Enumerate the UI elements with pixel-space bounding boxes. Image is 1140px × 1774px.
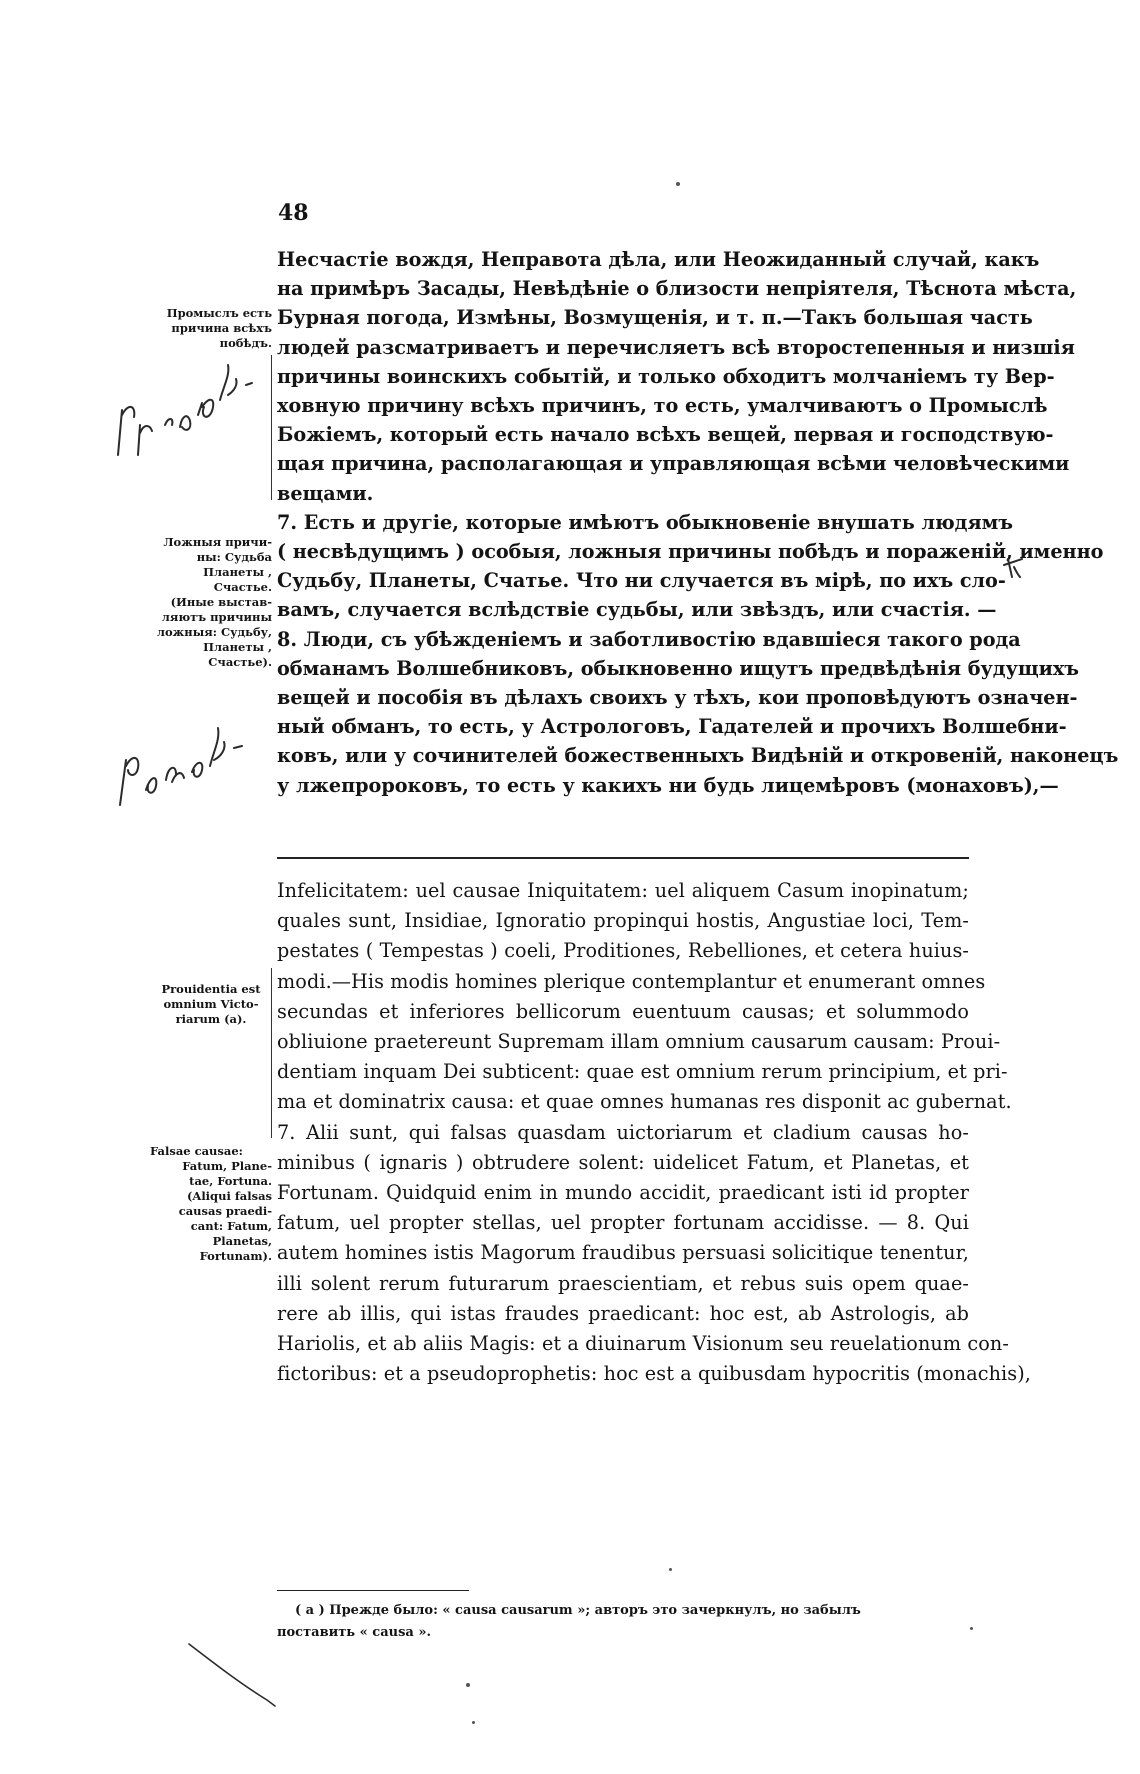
section-divider (277, 857, 969, 859)
margin-note-providence-la (150, 982, 272, 1027)
margin-line: (Aliqui falsas (186, 1189, 272, 1203)
margin-line: Fatum, Plane- (182, 1159, 272, 1173)
margin-line: Ложныя причи- (163, 535, 272, 549)
footnote-line: ( a ) Прежде было: « causa causarum »; авторъ это зачеркнулъ, но забылъ (295, 1603, 861, 1618)
margin-line: causas praedi- (178, 1204, 272, 1218)
russian-text-block (277, 245, 1119, 800)
text-line: 8. Люди, съ убѣжденіемъ и заботливостію вдавшіеся такого рода (277, 627, 1021, 651)
paper-speck (466, 1683, 470, 1687)
handwritten-annotation (110, 355, 260, 465)
text-line: secundas et inferiores bellicorum euentuum causas; et solummodo (277, 999, 969, 1023)
page-number: 48 (278, 200, 309, 226)
text-line: minibus ( ignaris ) obtrudere solent: uidelicet Fatum, et Planetas, et (277, 1150, 969, 1174)
text-line: pestates ( Tempestas ) coeli, Proditiones, Rebelliones, et cetera huius- (277, 939, 969, 963)
margin-line: Falsae causae: (150, 1144, 243, 1158)
paper-speck (669, 1568, 672, 1571)
margin-line: Prouidentia est (161, 982, 261, 996)
margin-line: omnium Victo- (163, 997, 259, 1011)
footnote-line: поставить « causa ». (277, 1625, 432, 1640)
margin-line: cant: Fatum, (190, 1219, 272, 1233)
text-line: 7. Есть и другіе, которые имѣютъ обыкновеніе внушать людямъ (277, 510, 1014, 534)
text-line: Infelicitatem: uel causae Iniquitatem: uel aliquem Casum inopinatum; (277, 879, 969, 902)
text-line: Несчастіе вождя, Неправота дѣла, или Неожиданный случай, какъ (277, 248, 1040, 271)
margin-line: Planetas, (212, 1234, 272, 1248)
margin-line: ляютъ причины (161, 610, 272, 624)
margin-bracket (271, 355, 272, 500)
text-line: на примѣръ Засады, Невѣдѣніе о близости непріятеля, Тѣснота мѣста, (277, 277, 1077, 301)
text-line: Hariolis, et ab aliis Magis: et a diuinarum Visionum seu reuelationum con- (277, 1332, 1009, 1356)
text-line: ковъ, или у сочинителей божественныхъ Видѣній и откровеній, наконецъ (277, 744, 1119, 768)
text-line: modi.—His modis homines plerique contemplantur et enumerant omnes (277, 969, 986, 993)
margin-bracket (271, 968, 272, 1138)
margin-line: Планеты , (203, 640, 272, 654)
footnote (277, 1600, 969, 1644)
text-line: rere ab illis, qui istas fraudes praedicant: hoc est, ab Astrologis, ab (277, 1301, 969, 1325)
text-line: обманамъ Волшебниковъ, обыкновенно ищутъ предвѣдѣнія будущихъ (277, 656, 1079, 680)
text-line: fictoribus: et a pseudoprophetis: hoc est a quibusdam hypocritis (monachis), (277, 1362, 1032, 1386)
text-line: Fortunam. Quidquid enim in mundo accidit, praedicant isti id propter (277, 1181, 969, 1205)
margin-note-false-causes-la (150, 1144, 272, 1264)
margin-note-providence-ru (150, 306, 272, 351)
margin-note-false-causes-ru (150, 535, 272, 670)
text-line: fatum, uel propter stellas, uel propter fortunam accidisse. — 8. Qui (277, 1211, 969, 1235)
margin-line: причина всѣхъ (171, 321, 272, 335)
text-line: obliuione praetereunt Supremam illam omnium causarum causam: Proui- (277, 1030, 1001, 1054)
margin-line: Счастье). (208, 655, 272, 669)
margin-line: (Иные выстав- (170, 595, 272, 609)
text-line: ховную причину всѣхъ причинъ, то есть, умалчиваютъ о Промыслѣ (277, 394, 1048, 418)
paper-speck (472, 1721, 475, 1724)
text-line: ma et dominatrix causa: et quae omnes humanas res disponit ac gubernat. (277, 1090, 1012, 1114)
latin-text-block (277, 876, 1032, 1389)
margin-line: tae, Fortuna. (189, 1174, 272, 1188)
text-line: причины воинскихъ событій, и только обходитъ молчаніемъ ту Вер- (277, 364, 1055, 388)
text-line: вамъ, случается вслѣдствіе судьбы, или звѣздъ, или счастія. — (277, 598, 997, 622)
text-line: ( несвѣдущимъ ) особыя, ложныя причины побѣдъ и пораженій, именно (277, 540, 1104, 564)
paper-speck (970, 1627, 973, 1630)
margin-line: побѣдъ. (219, 336, 272, 350)
text-line: dentiam inquam Dei subticent: quae est omnium rerum principium, et pri- (277, 1060, 1008, 1084)
text-line: у лжепророковъ, то есть у какихъ ни будь лицемѣровъ (монаховъ),— (277, 773, 1059, 797)
text-line: Бурная погода, Измѣны, Возмущенія, и т. п.—Такъ большая часть (277, 306, 1033, 330)
text-line: Божіемъ, который есть начало всѣхъ вещей, первая и господствую- (277, 423, 1054, 447)
text-line: щая причина, располагающая и управляющая всѣми человѣческими (277, 452, 1070, 476)
margin-line: ны: Судьба (196, 550, 272, 564)
margin-line: ложныя: Судьбу, (156, 625, 272, 639)
margin-line: Счастье. (213, 580, 272, 594)
text-line: вещей и пособія въ дѣлахъ своихъ у тѣхъ, кои проповѣдуютъ означен- (277, 686, 1078, 710)
text-line: illi solent rerum futurarum praescientiam, et rebus suis opem quae- (277, 1271, 969, 1295)
pencil-stroke (185, 1640, 285, 1710)
text-line: Судьбу, Планеты, Счатье. Что ни случается въ мірѣ, по ихъ сло- (277, 569, 1006, 593)
text-line: 7. Alii sunt, qui falsas quasdam uictoriarum et cladium causas ho- (277, 1120, 969, 1144)
text-line: ный обманъ, то есть, у Астрологовъ, Гадателей и прочихъ Волшебни- (277, 715, 1067, 739)
margin-line: Промыслъ есть (166, 306, 272, 320)
margin-line: riarum (a). (175, 1012, 247, 1026)
text-line: quales sunt, Insidiae, Ignoratio propinqui hostis, Angustiae loci, Tem- (277, 909, 969, 933)
paper-speck (676, 182, 680, 186)
margin-line: Fortunam). (199, 1249, 272, 1263)
text-line: вещами. (277, 481, 374, 505)
text-line: autem homines istis Magorum fraudibus persuasi solicitique tenentur, (277, 1241, 969, 1265)
margin-line: Планеты , (203, 565, 272, 579)
footnote-divider (277, 1590, 469, 1591)
handwritten-annotation (110, 700, 260, 810)
text-line: людей разсматриваетъ и перечисляетъ всѣ второстепенныя и низшія (277, 335, 1075, 359)
